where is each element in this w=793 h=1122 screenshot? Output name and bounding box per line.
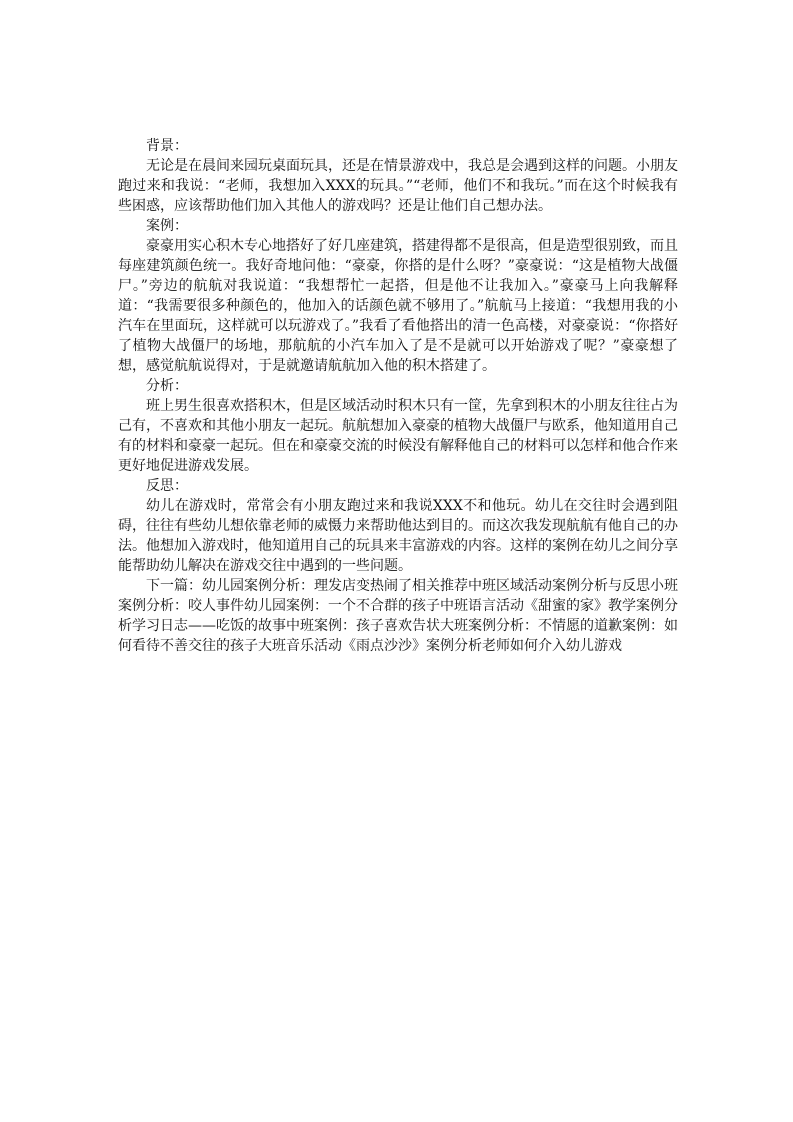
section-body-analysis: 班上男生很喜欢搭积木，但是区域活动时积木只有一筐，先拿到积木的小朋友往往占为己有，不喜欢和其他小朋友一起玩。航航想加入豪豪的植物大战僵尸与欧系，他知道用自己有的材料和豪豪一起玩。但在和豪豪交流的时候没有解释他自己的材料可以怎样和他合作来更好地促进游戏发展。 — [118, 398, 678, 474]
next-article-links: 下一篇：幼儿园案例分析：理发店变热闹了相关推荐中班区域活动案例分析与反思小班案例分析：咬人事件幼儿园案例：一个不合群的孩子中班语言活动《甜蜜的家》教学案例分析学习日志——吃饭的故事中班案例：孩子喜欢告状大班案例分析：不情愿的道歉案例：如何看待不善交往的孩子大班音乐活动《雨点沙沙》案例分析老师如何介入幼儿游戏 — [118, 578, 678, 654]
section-heading-case: 案例： — [146, 218, 188, 234]
section-heading-reflection: 反思： — [146, 478, 188, 494]
section-heading-analysis: 分析： — [146, 378, 188, 394]
section-body-reflection: 幼儿在游戏时，常常会有小朋友跑过来和我说XXX不和他玩。幼儿在交往时会遇到阻碍，往往有些幼儿想依靠老师的威慑力来帮助他达到目的。而这次我发现航航有他自己的办法。他想加入游戏时，他知道用自己的玩具来丰富游戏的内容。这样的案例在幼儿之间分享能帮助幼儿解决在游戏交往中遇到的一些问题。 — [118, 498, 678, 574]
section-heading-background: 背景： — [146, 138, 188, 154]
section-body-case: 豪豪用实心积木专心地搭好了好几座建筑，搭建得都不是很高，但是造型很别致，而且每座建筑颜色统一。我好奇地问他：“豪豪，你搭的是什么呀？”豪豪说：“这是植物大战僵尸。”旁边的航航对我说道：“我想帮忙一起搭，但是他不让我加入。”豪豪马上向我解释道：“我需要很多种颜色的，他加入的话颜色就不够用了。”航航马上接道：“我想用我的小汽车在里面玩，这样就可以玩游戏了。”我看了看他搭出的清一色高楼，对豪豪说：“你搭好了植物大战僵尸的场地，那航航的小汽车加入了是不是就可以开始游戏了呢？”豪豪想了想，感觉航航说得对，于是就邀请航航加入他的积木搭建了。 — [118, 238, 678, 374]
document-body — [118, 136, 678, 656]
section-body-background: 无论是在晨间来园玩桌面玩具，还是在情景游戏中，我总是会遇到这样的问题。小朋友跑过来和我说：“老师，我想加入XXX的玩具。”“老师，他们不和我玩。”而在这个时候我有些困惑，应该帮助他们加入其他人的游戏吗？还是让他们自己想办法。 — [118, 158, 678, 214]
